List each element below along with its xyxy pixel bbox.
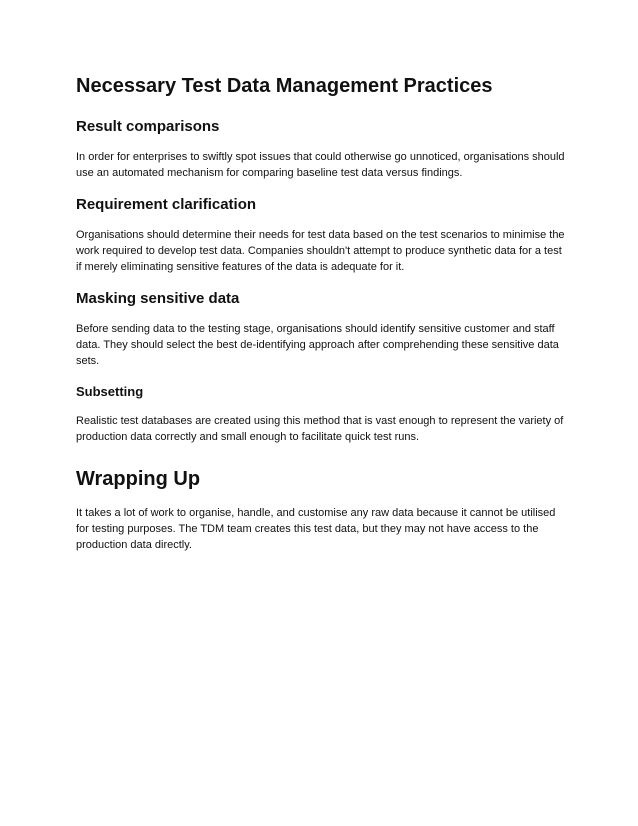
section-heading-masking-sensitive-data: Masking sensitive data <box>76 290 240 307</box>
section-body-subsetting: Realistic test databases are created using this method that is vast enough to represent the variety of production data correctly and small enough to facilitate quick test runs. <box>76 415 564 443</box>
section-body-requirement-clarification: Organisations should determine their needs for test data based on the test scenarios to minimise the work required to develop test data. Companies shouldn't attempt to produce synthetic data for a test if merely eliminating sensitive features of the data is adequate for it. <box>76 229 565 273</box>
section-heading-result-comparisons: Result comparisons <box>76 118 220 135</box>
document-page <box>76 72 566 553</box>
section-body-result-comparisons: In order for enterprises to swiftly spot issues that could otherwise go unnoticed, organisations should use an automated mechanism for comparing baseline test data versus findings. <box>76 151 565 179</box>
wrapping-up-body: It takes a lot of work to organise, handle, and customise any raw data because it cannot be utilised for testing purposes. The TDM team creates this test data, but they may not have access to the production data directly. <box>76 507 556 551</box>
section-heading-subsetting: Subsetting <box>76 384 144 399</box>
page-title: Necessary Test Data Management Practices <box>76 75 493 97</box>
section-body-masking-sensitive-data: Before sending data to the testing stage, organisations should identify sensitive customer and staff data. They should select the best de-identifying approach after comprehending these sensitive data sets. <box>76 323 559 367</box>
wrapping-up-title: Wrapping Up <box>76 468 201 490</box>
section-heading-requirement-clarification: Requirement clarification <box>76 196 257 213</box>
